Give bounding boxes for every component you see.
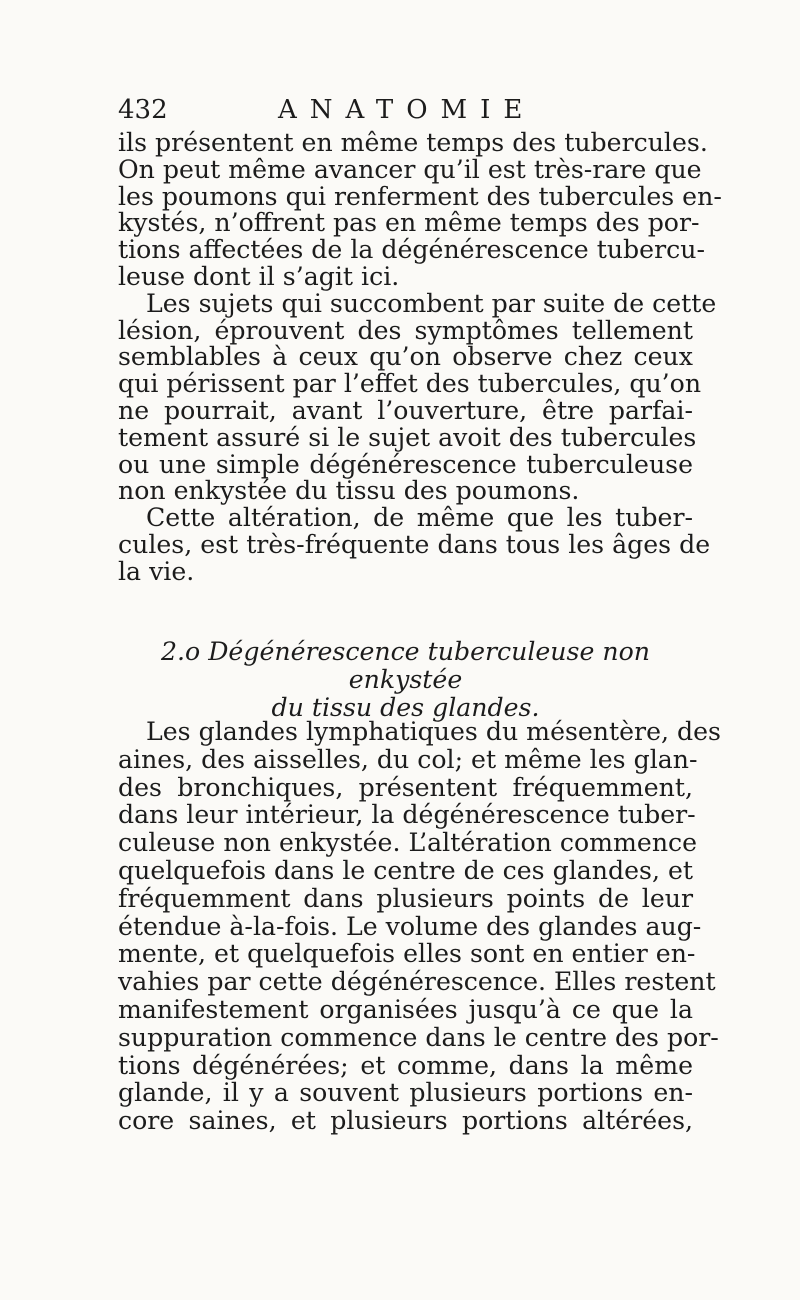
text-line: qui périssent par l’effet des tubercules, qu’on	[118, 369, 702, 399]
text-line: vahies par cette dégénérescence. Elles restent	[118, 967, 716, 997]
text-line: quelquefois dans le centre de ces glandes, et	[118, 855, 693, 885]
text-line: des bronchiques, présentent fréquemment,	[118, 772, 693, 802]
text-line: étendue à-la-fois. Le volume des glandes aug-	[118, 911, 702, 941]
text-line: manifestement organisées jusqu’à ce que la	[118, 994, 693, 1024]
text-line: la vie.	[118, 556, 195, 586]
text-line: non enkystée du tissu des poumons.	[118, 476, 580, 506]
text-line: Cette altération, de même que les tuber-	[146, 503, 693, 533]
text-line: suppuration commence dans le centre des por-	[118, 1022, 719, 1052]
text-line: mente, et quelquefois elles sont en entier en-	[118, 939, 696, 969]
text-line: leuse dont il s’agit ici.	[118, 261, 400, 291]
text-line: ou une simple dégénérescence tuberculeuse	[118, 449, 693, 479]
text-line: aines, des aisselles, du col; et même les glan-	[118, 744, 698, 774]
text-line: kystés, n’offrent pas en même temps des por-	[118, 208, 700, 238]
text-line: ne pourrait, avant l’ouverture, être parfai-	[118, 395, 693, 425]
text-line: dans leur intérieur, la dégénérescence tuber-	[118, 800, 696, 830]
body-text-section-2	[118, 717, 721, 1136]
text-line: cules, est très-fréquente dans tous les âges de	[118, 529, 711, 559]
section-heading-line-1: 2.o Dégénérescence tuberculeuse non enkystée	[161, 637, 650, 694]
section-heading-line-2: du tissu des glandes.	[271, 693, 540, 722]
text-line: On peut même avancer qu’il est très-rare que	[118, 154, 702, 184]
text-line: tions dégénérées; et comme, dans la même	[118, 1050, 693, 1080]
page-number: 432	[118, 95, 168, 125]
running-title: ANATOMIE	[278, 95, 536, 125]
text-line: Les sujets qui succombent par suite de cette	[146, 288, 717, 318]
text-line: tions affectées de la dégénérescence tubercu-	[118, 235, 705, 265]
text-line: core saines, et plusieurs portions altérées,	[118, 1106, 693, 1136]
body-text-section-1	[118, 128, 722, 586]
text-line: les poumons qui renferment des tubercules en-	[118, 181, 722, 211]
running-header	[118, 92, 708, 128]
text-line: tement assuré si le sujet avoit des tubercules	[118, 422, 697, 452]
text-line: Les glandes lymphatiques du mésentère, des	[146, 717, 721, 746]
text-line: lésion, éprouvent des symptômes tellement	[118, 315, 693, 345]
text-line: semblables à ceux qu’on observe chez ceux	[118, 342, 693, 372]
section-heading	[118, 638, 693, 722]
text-line: fréquemment dans plusieurs points de leur	[118, 883, 693, 913]
text-line: glande, il y a souvent plusieurs portions en-	[118, 1078, 693, 1108]
text-line: culeuse non enkystée. L’altération commence	[118, 828, 698, 858]
text-line: ils présentent en même temps des tubercules.	[118, 128, 708, 157]
